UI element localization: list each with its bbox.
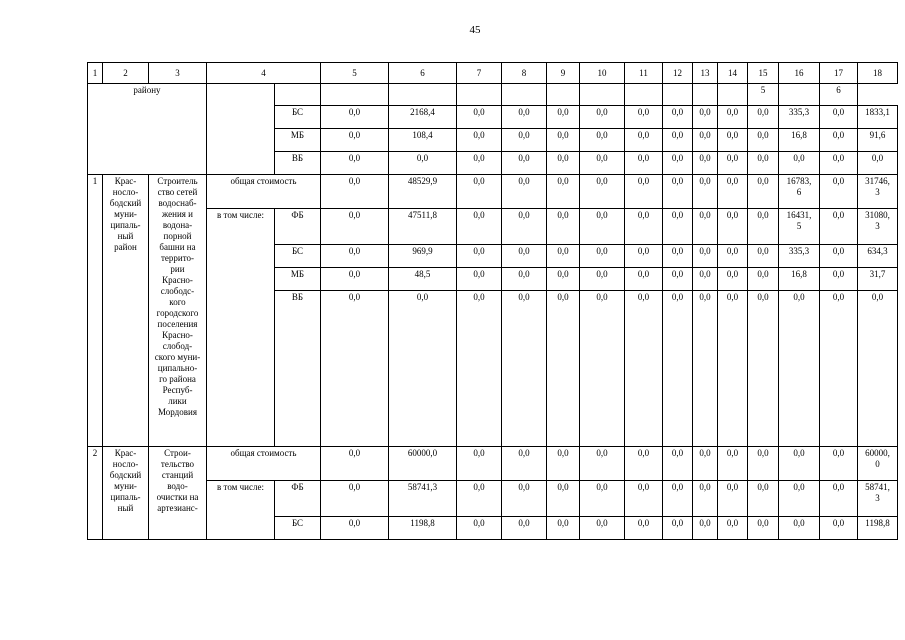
value-cell: 1833,1 [858,106,898,129]
value-cell: 0,0 [748,106,779,129]
value-cell: 0,0 [663,175,693,209]
value-cell: 0,0 [718,175,748,209]
value-cell: 1198,8 [858,517,898,540]
value-cell: 0,0 [820,106,858,129]
value-cell: 0,0 [663,152,693,175]
value-cell: 0,0 [820,291,858,447]
value-cell: 0,0 [858,291,898,447]
column-header: 17 [820,63,858,84]
municipality-cell: Крас- носло- бодский муни- ципаль- ный [103,447,149,540]
value-cell: 0,0 [547,517,580,540]
value-cell: 0,0 [580,268,625,291]
value-cell [625,84,663,106]
value-cell: 969,9 [389,245,457,268]
value-cell: 0,0 [580,175,625,209]
value-cell: 0,0 [321,209,389,245]
value-cell: 0,0 [820,447,858,481]
value-cell: 0,0 [718,291,748,447]
continuation-label: району [88,84,207,175]
value-cell: 0,0 [663,268,693,291]
value-cell [779,84,820,106]
value-cell: 0,0 [718,245,748,268]
value-cell: 0,0 [625,245,663,268]
value-cell: 0,0 [748,245,779,268]
value-cell: 0,0 [547,447,580,481]
value-cell: 0,0 [457,447,502,481]
value-cell: 16,8 [779,268,820,291]
value-cell: 0,0 [502,291,547,447]
value-cell: 31746, 3 [858,175,898,209]
value-cell [502,84,547,106]
table-row [88,175,898,209]
column-header: 16 [779,63,820,84]
value-cell: 0,0 [718,481,748,517]
value-cell: 335,3 [779,245,820,268]
page-number: 45 [469,24,481,36]
column-header: 13 [693,63,718,84]
value-cell: 0,0 [693,152,718,175]
value-cell: 0,0 [502,517,547,540]
value-cell: 0,0 [748,481,779,517]
value-cell: 31,7 [858,268,898,291]
table-row [88,481,898,517]
value-cell: 0,0 [718,517,748,540]
value-cell: 0,0 [693,129,718,152]
fund-label: МБ [275,129,321,152]
municipality-cell: Крас- носло- бодский муни- ципаль- ный район [103,175,149,447]
value-cell: 0,0 [748,517,779,540]
value-cell: 0,0 [457,517,502,540]
value-cell: 47511,8 [389,209,457,245]
value-cell: 0,0 [321,517,389,540]
value-cell: 16783, 6 [779,175,820,209]
column-header: 18 [858,63,898,84]
value-cell: 0,0 [321,268,389,291]
value-cell: 0,0 [748,175,779,209]
value-cell: 0,0 [779,517,820,540]
value-cell: 48,5 [389,268,457,291]
value-cell: 0,0 [321,129,389,152]
column-header: 15 [748,63,779,84]
fund-label: МБ [275,268,321,291]
value-cell: 2168,4 [389,106,457,129]
value-cell: 58741,3 [389,481,457,517]
value-cell: 0,0 [502,152,547,175]
value-cell: 0,0 [625,517,663,540]
total-cost-label: общая стоимость [207,175,321,209]
value-cell: 0,0 [321,152,389,175]
value-cell: 0,0 [820,517,858,540]
value-cell [580,84,625,106]
value-cell: 0,0 [748,152,779,175]
value-cell: 0,0 [502,447,547,481]
value-cell: 0,0 [748,447,779,481]
table-row [88,447,898,481]
project-name-cell: Строитель ство сетей водоснаб- жения и водона- порной башни на террито- рии Красно- слободс- кого городского поселения Красно- слобод- ского муни- ципально- го района Респуб- лики Мордовия [149,175,207,447]
value-cell: 0,0 [547,129,580,152]
header-row [88,63,898,84]
value-cell: 335,3 [779,106,820,129]
value-cell: 0,0 [580,481,625,517]
value-cell: 0,0 [693,175,718,209]
value-cell: 0,0 [580,291,625,447]
value-cell: 0,0 [779,152,820,175]
value-cell: 0,0 [580,129,625,152]
column-header: 2 [103,63,149,84]
budget-table [87,62,898,540]
value-cell: 0,0 [580,209,625,245]
value-cell: 0,0 [502,268,547,291]
value-cell: 0,0 [748,209,779,245]
value-cell: 0,0 [663,481,693,517]
value-cell: 0,0 [663,245,693,268]
value-cell: 0,0 [547,152,580,175]
value-cell: 0,0 [580,152,625,175]
value-cell: 6 [820,84,858,106]
value-cell: 0,0 [580,447,625,481]
value-cell: 0,0 [779,291,820,447]
value-cell: 0,0 [693,447,718,481]
value-cell: 0,0 [718,209,748,245]
value-cell: 0,0 [820,129,858,152]
value-cell: 1198,8 [389,517,457,540]
value-cell: 0,0 [457,291,502,447]
value-cell [693,84,718,106]
value-cell: 0,0 [321,291,389,447]
value-cell: 0,0 [663,106,693,129]
column-header: 5 [321,63,389,84]
value-cell: 0,0 [502,209,547,245]
value-cell: 0,0 [457,129,502,152]
value-cell: 0,0 [748,268,779,291]
fund-label: ФБ [275,209,321,245]
including-label: в том числе: [207,209,275,447]
value-cell: 0,0 [820,245,858,268]
value-cell: 0,0 [693,209,718,245]
value-cell: 0,0 [663,517,693,540]
value-cell: 91,6 [858,129,898,152]
value-cell: 0,0 [858,152,898,175]
value-cell: 0,0 [693,106,718,129]
value-cell: 0,0 [625,106,663,129]
value-cell: 0,0 [502,106,547,129]
value-cell: 0,0 [693,245,718,268]
value-cell: 0,0 [625,152,663,175]
value-cell: 0,0 [580,106,625,129]
column-header: 12 [663,63,693,84]
value-cell: 0,0 [457,152,502,175]
column-header: 14 [718,63,748,84]
value-cell: 0,0 [693,481,718,517]
value-cell: 0,0 [748,129,779,152]
value-cell: 0,0 [502,245,547,268]
value-cell: 0,0 [625,209,663,245]
value-cell: 0,0 [547,291,580,447]
value-cell: 0,0 [457,481,502,517]
value-cell: 0,0 [820,481,858,517]
value-cell: 0,0 [663,291,693,447]
value-cell: 16431, 5 [779,209,820,245]
fund-label: БС [275,106,321,129]
column-header: 7 [457,63,502,84]
column-header: 6 [389,63,457,84]
value-cell: 0,0 [748,291,779,447]
value-cell: 0,0 [502,129,547,152]
value-cell: 0,0 [820,175,858,209]
value-cell: 0,0 [457,245,502,268]
group-cell [207,84,275,175]
value-cell: 0,0 [547,245,580,268]
table-row [88,84,898,106]
value-cell: 634,3 [858,245,898,268]
project-name-cell: Строи- тельство станций водо- очистки на артезианс- [149,447,207,540]
value-cell: 58741, 3 [858,481,898,517]
value-cell [389,84,457,106]
value-cell: 0,0 [457,268,502,291]
value-cell: 0,0 [625,291,663,447]
value-cell: 0,0 [502,175,547,209]
value-cell [663,84,693,106]
column-header: 9 [547,63,580,84]
value-cell: 0,0 [321,481,389,517]
entry-number: 2 [88,447,103,540]
value-cell [457,84,502,106]
value-cell: 0,0 [547,209,580,245]
value-cell: 0,0 [820,152,858,175]
fund-label: БС [275,245,321,268]
value-cell: 48529,9 [389,175,457,209]
value-cell: 0,0 [321,106,389,129]
value-cell: 0,0 [779,447,820,481]
total-cost-label: общая стоимость [207,447,321,481]
table-row [88,209,898,245]
value-cell: 5 [748,84,779,106]
column-header: 1 [88,63,103,84]
value-cell: 31080, 3 [858,209,898,245]
value-cell: 108,4 [389,129,457,152]
value-cell: 0,0 [663,447,693,481]
column-header: 10 [580,63,625,84]
value-cell: 0,0 [718,152,748,175]
value-cell: 0,0 [693,517,718,540]
value-cell: 0,0 [389,291,457,447]
fund-cell [275,84,321,106]
value-cell: 0,0 [718,129,748,152]
value-cell: 0,0 [820,209,858,245]
value-cell: 0,0 [321,175,389,209]
fund-label: ФБ [275,481,321,517]
fund-label: ВБ [275,152,321,175]
value-cell: 0,0 [693,291,718,447]
value-cell: 16,8 [779,129,820,152]
column-header: 3 [149,63,207,84]
value-cell: 0,0 [625,447,663,481]
value-cell: 0,0 [718,106,748,129]
value-cell: 0,0 [625,175,663,209]
value-cell: 0,0 [580,517,625,540]
value-cell: 0,0 [547,175,580,209]
value-cell: 0,0 [547,268,580,291]
value-cell: 0,0 [718,268,748,291]
value-cell: 0,0 [693,268,718,291]
column-header: 8 [502,63,547,84]
value-cell: 0,0 [625,129,663,152]
fund-label: ВБ [275,291,321,447]
value-cell: 0,0 [457,209,502,245]
fund-label: БС [275,517,321,540]
value-cell: 0,0 [321,245,389,268]
value-cell [718,84,748,106]
value-cell: 0,0 [457,175,502,209]
value-cell [321,84,389,106]
value-cell: 60000, 0 [858,447,898,481]
column-header: 4 [207,63,321,84]
value-cell [547,84,580,106]
including-label: в том числе: [207,481,275,540]
value-cell: 0,0 [502,481,547,517]
value-cell: 0,0 [547,106,580,129]
value-cell: 0,0 [779,481,820,517]
value-cell: 0,0 [663,209,693,245]
value-cell: 0,0 [547,481,580,517]
entry-number: 1 [88,175,103,447]
value-cell: 0,0 [663,129,693,152]
value-cell: 60000,0 [389,447,457,481]
value-cell: 0,0 [625,481,663,517]
value-cell: 0,0 [457,106,502,129]
value-cell: 0,0 [625,268,663,291]
value-cell: 0,0 [321,447,389,481]
column-header: 11 [625,63,663,84]
value-cell: 0,0 [389,152,457,175]
value-cell: 0,0 [820,268,858,291]
value-cell: 0,0 [580,245,625,268]
value-cell: 0,0 [718,447,748,481]
